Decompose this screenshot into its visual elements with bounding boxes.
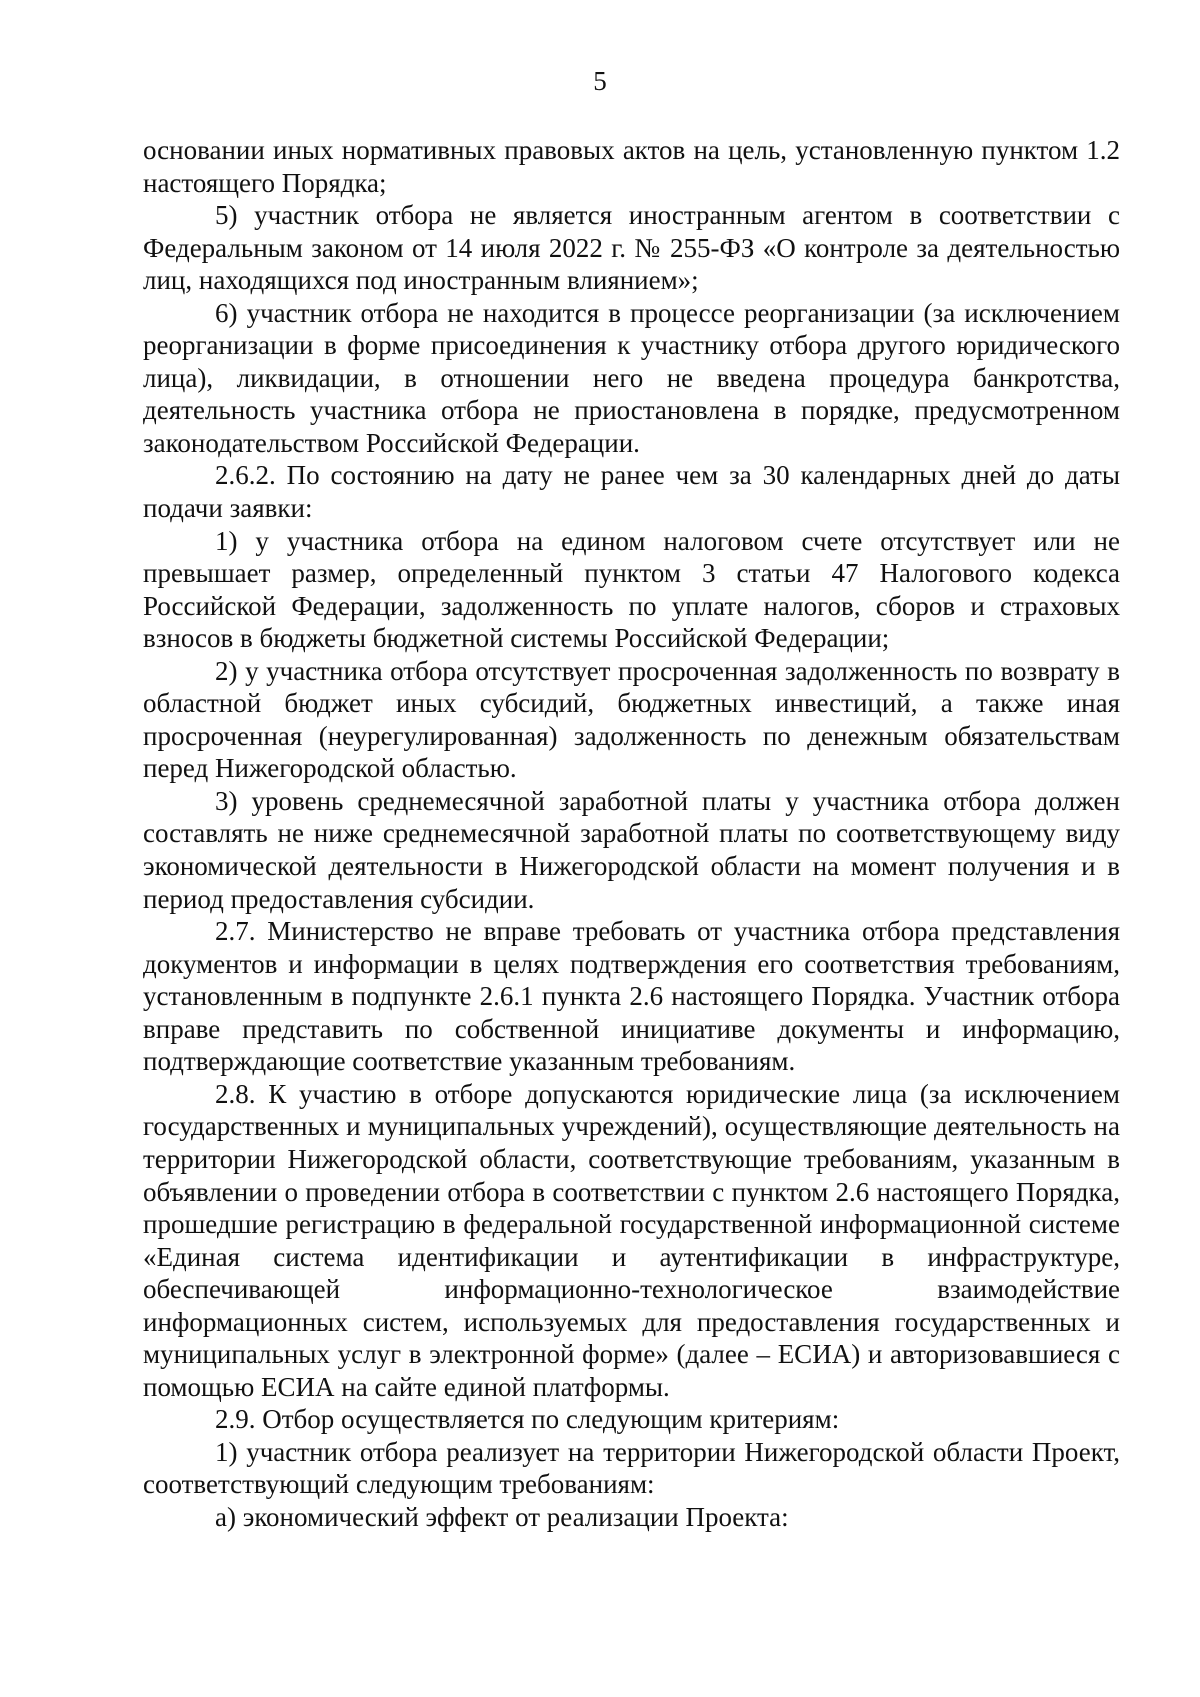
paragraph: 2.6.2. По состоянию на дату не ранее чем за 30 календарных дней до даты подачи заявки: [143,460,1120,524]
paragraph: 5) участник отбора не является иностранным агентом в соответствии с Федеральным законом от 14 июля 2022 г. № 255-ФЗ «О контроле за деятельностью лиц, находящихся под иностранным влиянием»; [143,200,1120,296]
paragraph: 2.7. Министерство не вправе требовать от участника отбора представления документов и информации в целях подтверждения его соответствия требованиям, установленным в подпункте 2.6.1 пункта 2.6 настоящего Порядка. Участник отбора вправе представить по собственной инициативе документы и информацию, подтверждающие соответствие указанным требованиям. [143,916,1120,1077]
document-body [143,134,1120,1534]
paragraph: 3) уровень среднемесячной заработной платы у участника отбора должен составлять не ниже среднемесячной заработной платы по соответствующему виду экономической деятельности в Нижегородской области на момент получения и в период предоставления субсидии. [143,785,1120,914]
paragraph: 2.9. Отбор осуществляется по следующим критериям: [215,1404,840,1435]
page-number: 5 [593,66,607,96]
paragraph: основании иных нормативных правовых актов на цель, установленную пунктом 1.2 настоящего Порядка; [143,135,1120,198]
paragraph: 2) у участника отбора отсутствует просроченная задолженность по возврату в областной бюджет иных субсидий, бюджетных инвестиций, а также иная просроченная (неурегулированная) задолженность по денежным обязательствам перед Нижегородской областью. [143,655,1120,784]
paragraph: 2.8. К участию в отборе допускаются юридические лица (за исключением государственных и муниципальных учреждений), осуществляющие деятельность на территории Нижегородской области, соответствующие требованиям, указанным в объявлении о проведении отбора в соответствии с пунктом 2.6 настоящего Порядка, прошедшие регистрацию в федеральной государственной информационной системе «Единая система идентификации и аутентификации в инфраструктуре, обеспечивающей информационно-технологическое взаимодействие информационных систем, используемых для предоставления государственных и муниципальных услуг в электронной форме» (далее – ЕСИА) и авторизовавшиеся с помощью ЕСИА на сайте единой платформы. [143,1078,1120,1402]
paragraph: 6) участник отбора не находится в процессе реорганизации (за исключением реорганизации в форме присоединения к участнику отбора другого юридического лица), ликвидации, в отношении него не введена процедура банкротства, деятельность участника отбора не приостановлена в порядке, предусмотренном законодательством Российской Федерации. [143,297,1120,458]
paragraph: а) экономический эффект от реализации Проекта: [215,1501,789,1532]
paragraph: 1) у участника отбора на едином налоговом счете отсутствует или не превышает размер, определенный пунктом 3 статьи 47 Налогового кодекса Российской Федерации, задолженность по уплате налогов, сборов и страховых взносов в бюджеты бюджетной системы Российской Федерации; [143,525,1120,654]
paragraph: 1) участник отбора реализует на территории Нижегородской области Проект, соответствующий следующим требованиям: [143,1436,1120,1500]
